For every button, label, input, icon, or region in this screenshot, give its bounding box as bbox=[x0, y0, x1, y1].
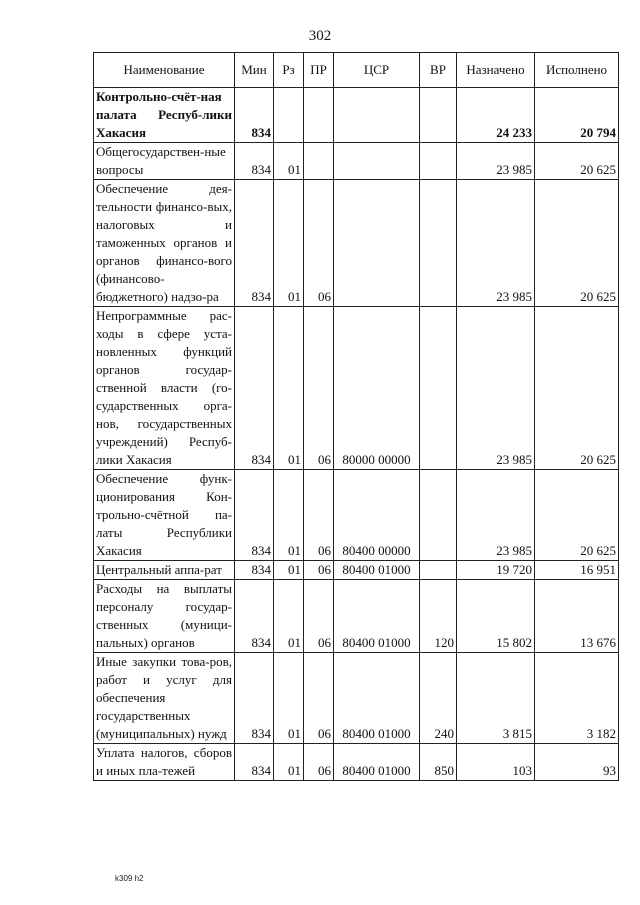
row-vr bbox=[420, 143, 457, 180]
page-number: 302 bbox=[308, 28, 332, 44]
row-csr: 80400 01000 bbox=[334, 580, 420, 653]
row-csr: 80400 01000 bbox=[334, 561, 420, 580]
header-row bbox=[94, 53, 619, 88]
row-rz: 01 bbox=[274, 470, 304, 561]
footer-code: k309 h2 bbox=[115, 874, 144, 883]
row-min: 834 bbox=[235, 88, 274, 143]
row-executed: 20 625 bbox=[535, 180, 619, 307]
row-rz: 01 bbox=[274, 653, 304, 744]
header-pr: ПР bbox=[304, 53, 334, 88]
row-pr: 06 bbox=[304, 561, 334, 580]
row-assigned: 19 720 bbox=[457, 561, 535, 580]
row-min: 834 bbox=[235, 653, 274, 744]
row-name: Расходы на выплаты персоналу государ-ственных (муници-пальных) органов bbox=[94, 580, 235, 653]
row-executed: 20 625 bbox=[535, 143, 619, 180]
row-min: 834 bbox=[235, 470, 274, 561]
row-vr bbox=[420, 88, 457, 143]
row-min: 834 bbox=[235, 561, 274, 580]
row-assigned: 23 985 bbox=[457, 470, 535, 561]
row-csr: 80000 00000 bbox=[334, 307, 420, 470]
row-pr: 06 bbox=[304, 307, 334, 470]
row-name: Контрольно-счёт-ная палата Респуб-лики Хакасия bbox=[94, 88, 235, 143]
row-min: 834 bbox=[235, 580, 274, 653]
row-pr: 06 bbox=[304, 744, 334, 781]
row-name: Иные закупки това-ров, работ и услуг для обеспечения государственных (муниципальных) нужд bbox=[94, 653, 235, 744]
row-vr: 120 bbox=[420, 580, 457, 653]
table-row bbox=[94, 744, 619, 781]
table-row bbox=[94, 180, 619, 307]
table-row bbox=[94, 88, 619, 143]
row-name: Обеспечение функ-ционирования Кон-трольно-счётной па-латы Республики Хакасия bbox=[94, 470, 235, 561]
row-min: 834 bbox=[235, 744, 274, 781]
header-rz: Рз bbox=[274, 53, 304, 88]
row-rz: 01 bbox=[274, 580, 304, 653]
row-vr bbox=[420, 180, 457, 307]
row-csr bbox=[334, 180, 420, 307]
table-row bbox=[94, 561, 619, 580]
row-assigned: 3 815 bbox=[457, 653, 535, 744]
row-pr: 06 bbox=[304, 653, 334, 744]
row-vr bbox=[420, 561, 457, 580]
row-min: 834 bbox=[235, 143, 274, 180]
row-csr bbox=[334, 143, 420, 180]
row-executed: 3 182 bbox=[535, 653, 619, 744]
row-assigned: 23 985 bbox=[457, 143, 535, 180]
row-pr bbox=[304, 143, 334, 180]
row-vr bbox=[420, 470, 457, 561]
row-executed: 20 625 bbox=[535, 307, 619, 470]
row-vr: 240 bbox=[420, 653, 457, 744]
row-rz: 01 bbox=[274, 307, 304, 470]
row-pr: 06 bbox=[304, 180, 334, 307]
table-row bbox=[94, 143, 619, 180]
header-assigned: Назначено bbox=[457, 53, 535, 88]
row-assigned: 24 233 bbox=[457, 88, 535, 143]
row-executed: 16 951 bbox=[535, 561, 619, 580]
header-vr: ВР bbox=[420, 53, 457, 88]
row-csr: 80400 01000 bbox=[334, 744, 420, 781]
row-name: Центральный аппа-рат bbox=[94, 561, 235, 580]
row-rz: 01 bbox=[274, 143, 304, 180]
row-csr bbox=[334, 88, 420, 143]
row-pr bbox=[304, 88, 334, 143]
row-rz bbox=[274, 88, 304, 143]
table-row bbox=[94, 580, 619, 653]
row-assigned: 15 802 bbox=[457, 580, 535, 653]
row-name: Обеспечение дея-тельности финансо-вых, налоговых и таможенных органов и органов финансо-вого (финансово-бюджетного) надзо-ра bbox=[94, 180, 235, 307]
header-executed: Исполнено bbox=[535, 53, 619, 88]
row-vr: 850 bbox=[420, 744, 457, 781]
row-name: Уплата налогов, сборов и иных пла-тежей bbox=[94, 744, 235, 781]
header-csr: ЦСР bbox=[334, 53, 420, 88]
row-executed: 93 bbox=[535, 744, 619, 781]
row-name: Общегосударствен-ные вопросы bbox=[94, 143, 235, 180]
row-csr: 80400 00000 bbox=[334, 470, 420, 561]
row-rz: 01 bbox=[274, 744, 304, 781]
table-row bbox=[94, 307, 619, 470]
row-vr bbox=[420, 307, 457, 470]
row-assigned: 23 985 bbox=[457, 307, 535, 470]
row-rz: 01 bbox=[274, 561, 304, 580]
row-csr: 80400 01000 bbox=[334, 653, 420, 744]
row-assigned: 103 bbox=[457, 744, 535, 781]
row-name: Непрограммные рас-ходы в сфере уста-новленных функций органов государ-ственной власти (го-сударственных орга-нов, государственных учреждений) Респуб-лики Хакасия bbox=[94, 307, 235, 470]
header-min: Мин bbox=[235, 53, 274, 88]
budget-table bbox=[93, 52, 619, 781]
row-executed: 20 625 bbox=[535, 470, 619, 561]
table-row bbox=[94, 470, 619, 561]
header-name: Наименование bbox=[94, 53, 235, 88]
row-pr: 06 bbox=[304, 470, 334, 561]
row-pr: 06 bbox=[304, 580, 334, 653]
row-executed: 13 676 bbox=[535, 580, 619, 653]
table-row bbox=[94, 653, 619, 744]
row-min: 834 bbox=[235, 180, 274, 307]
row-executed: 20 794 bbox=[535, 88, 619, 143]
row-rz: 01 bbox=[274, 180, 304, 307]
row-assigned: 23 985 bbox=[457, 180, 535, 307]
row-min: 834 bbox=[235, 307, 274, 470]
